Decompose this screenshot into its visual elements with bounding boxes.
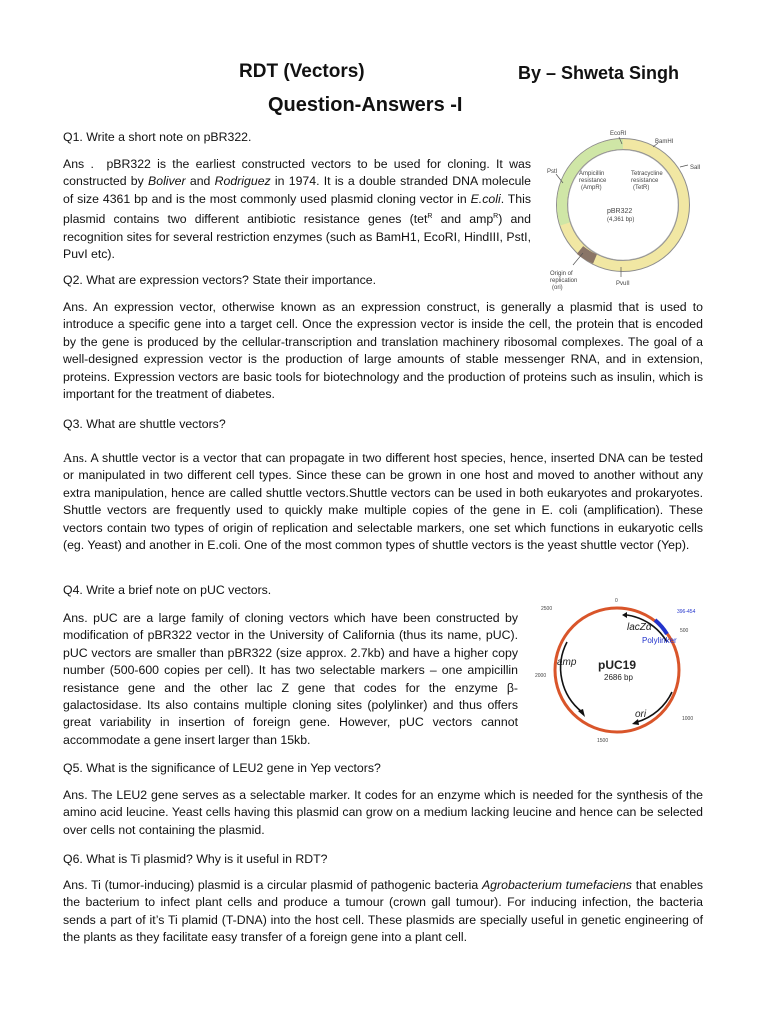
answer-4 [63,610,518,749]
answer-2 [63,299,703,403]
answer-text: . This plasmid contains two different antibiotic resistance genes (tet [63,191,531,227]
ecori-label: EcoRI [610,131,627,137]
plasmid-inner-line [568,150,678,260]
answer-text: and [185,174,215,189]
ori-label-line1: Origin of [550,271,573,277]
polylinker-label: Polylinker [642,636,677,645]
answer-text: and amp [432,212,494,227]
answer-6 [63,877,703,947]
tick-500: 500 [680,628,689,634]
lacz-arrowhead [622,612,627,618]
document-subtitle: Question-Answers -I [268,94,463,116]
tick-1500: 1500 [597,738,609,744]
question-5: Q5. What is the significance of LEU2 gene in Yep vectors? [63,761,381,775]
answer-5 [63,787,703,839]
ori-label: ori [635,709,647,720]
question-6: Q6. What is Ti plasmid? Why is it useful in RDT? [63,852,328,866]
answer-prefix: Ans. [63,788,88,802]
organism-agrobacterium: Agrobacterium tumefaciens [481,878,632,892]
pbr322-size: (4,361 bp) [607,217,635,223]
answer-text: ) and recognition sites for several restriction enzymes (such as BamH1, EcoRI, HindIII, PstI, PuvI etc). [63,212,531,262]
answer-prefix: Ans. [63,300,88,314]
tick-0: 0 [615,598,618,604]
answer-text: that enables the bacterium to infect plant cells and produce a tumour (crown gall tumour). For inducing infection, the bacteria sends a part of it’s Ti plamid (T-DNA) into the host cell. These plasmids are specially useful in genetic engineering of the plants as they facilitate easy transfer of a foreign gene into a plant cell. [63,878,704,945]
question-1: Q1. Write a short note on pBR322. [63,130,252,144]
question-3: Q3. What are shuttle vectors? [63,417,226,431]
answer-prefix: Ans . [63,157,94,171]
tick-2500: 2500 [541,606,553,612]
author-boliver: Boliver [148,174,186,189]
answer-1 [63,156,531,264]
tet-label-line3: (TetR) [633,185,650,191]
tet-label-line1: Tetracycline [631,171,663,177]
puc19-plasmid-map [527,592,717,752]
amp-label-line1: Ampicillin [579,171,605,177]
superscript-r: R [493,213,499,221]
amp-label-line3: (AmpR) [581,185,602,191]
puc19-name: pUC19 [598,658,637,672]
pbr322-name: pBR322 [607,208,633,215]
author-rodriguez: Rodriguez [214,174,271,189]
answer-text: pBR322 is the earliest constructed vectors to be used for cloning. It was constructed by [63,157,531,189]
question-2: Q2. What are expression vectors? State their importance. [63,273,377,287]
answer-3 [63,449,703,554]
tick-1000: 1000 [682,716,694,722]
polylinker-range: 396-454 [677,609,696,615]
document-title: RDT (Vectors) [239,61,365,82]
sali-label: SalI [690,165,701,171]
amp-label-line2: resistance [579,178,607,184]
answer-prefix: Ans. [63,611,88,625]
answer-text: A shuttle vector is a vector that can propagate in two different host species, hence, inserted DNA can be tested or manipulated in two different cell types. Since these can be grown in one host and moved to another without any extra manipulation, hence are called shuttle vectors.Shuttle vectors can be used in both eukaryotes and prokaryotes. Shuttle vectors are frequently used to quickly make multiple copies of the gene in E. coli (amplification). These vectors contain two types of origin of replication and selectable markers, one set which functions in eukaryotic cells (eg. Yeast) and another in E.coli. One of the most common types of shuttle vectors is the yeast shuttle vector (Yep). [63,451,703,553]
pvuii-label: PvuII [616,281,630,287]
author-line: By – Shweta Singh [518,63,680,83]
superscript-r: R [427,213,433,221]
answer-prefix: Ans. [63,450,88,465]
answer-text: in 1974. It is a double stranded DNA molecule of size 4361 bp and is the most commonly used plasmid cloning vector in [63,174,531,206]
lacz-label: lacZα [627,622,652,633]
polylinker-segment [655,620,667,634]
answer-text: An expression vector, otherwise known as an expression construct, is generally a plasmid that is used to introduce a specific gene into a target cell. Once the expression vector is inside the cell, the protein that is encoded by the gene is produced by the cellular-transcription and translation machinery ribosomal complexes. The goal of a well-designed expression vector is the production of large amounts of stable messenger RNA, and in extension, proteins. Expression vectors are basic tools for biotechnology and the production of proteins such as insulin, which is important for the treatment of diabetes. [63,300,703,402]
bamhi-label: BamHI [655,139,674,145]
amp-label: amp [557,657,577,668]
answer-prefix: Ans. [63,878,88,892]
puc19-size: 2686 bp [604,673,633,682]
tick-2000: 2000 [535,673,547,679]
psti-label: PstI [547,169,558,175]
answer-text: The LEU2 gene serves as a selectable marker. It codes for an enzyme which is needed for the synthesis of the amino acid leucine. Yeast cells having this plasmid can grow on a medium lacking leucine and hence can be selected over cells not containing the plasmid. [63,788,703,837]
tet-label-line2: resistance [631,178,659,184]
question-4: Q4. Write a brief note on pUC vectors. [63,583,272,597]
ori-label-line2: replication [550,278,578,284]
pbr322-plasmid-map [535,125,735,300]
ori-label-line3: (ori) [552,285,563,291]
organism-ecoli: E.coli [470,191,501,206]
sali-tick [680,165,688,167]
answer-text: Ti (tumor-inducing) plasmid is a circular plasmid of pathogenic bacteria [91,878,482,892]
answer-text: pUC are a large family of cloning vectors which have been constructed by modification of pBR322 vector in the University of California (thus its name, pUC). pUC vectors are smaller than pBR322 (size approx. 2.7kb) and have a higher copy number (500-600 copies per cell). It has two selectable markers – one ampicillin resistance gene and the other lac Z gene that codes for the enzyme β-galactosidase. Its also contains multiple cloning sites (polylinker) and thus offers great variability in insertion of foreign gene. However, pUC vectors cannot accommodate a gene insert larger than 15kb. [63,611,518,747]
